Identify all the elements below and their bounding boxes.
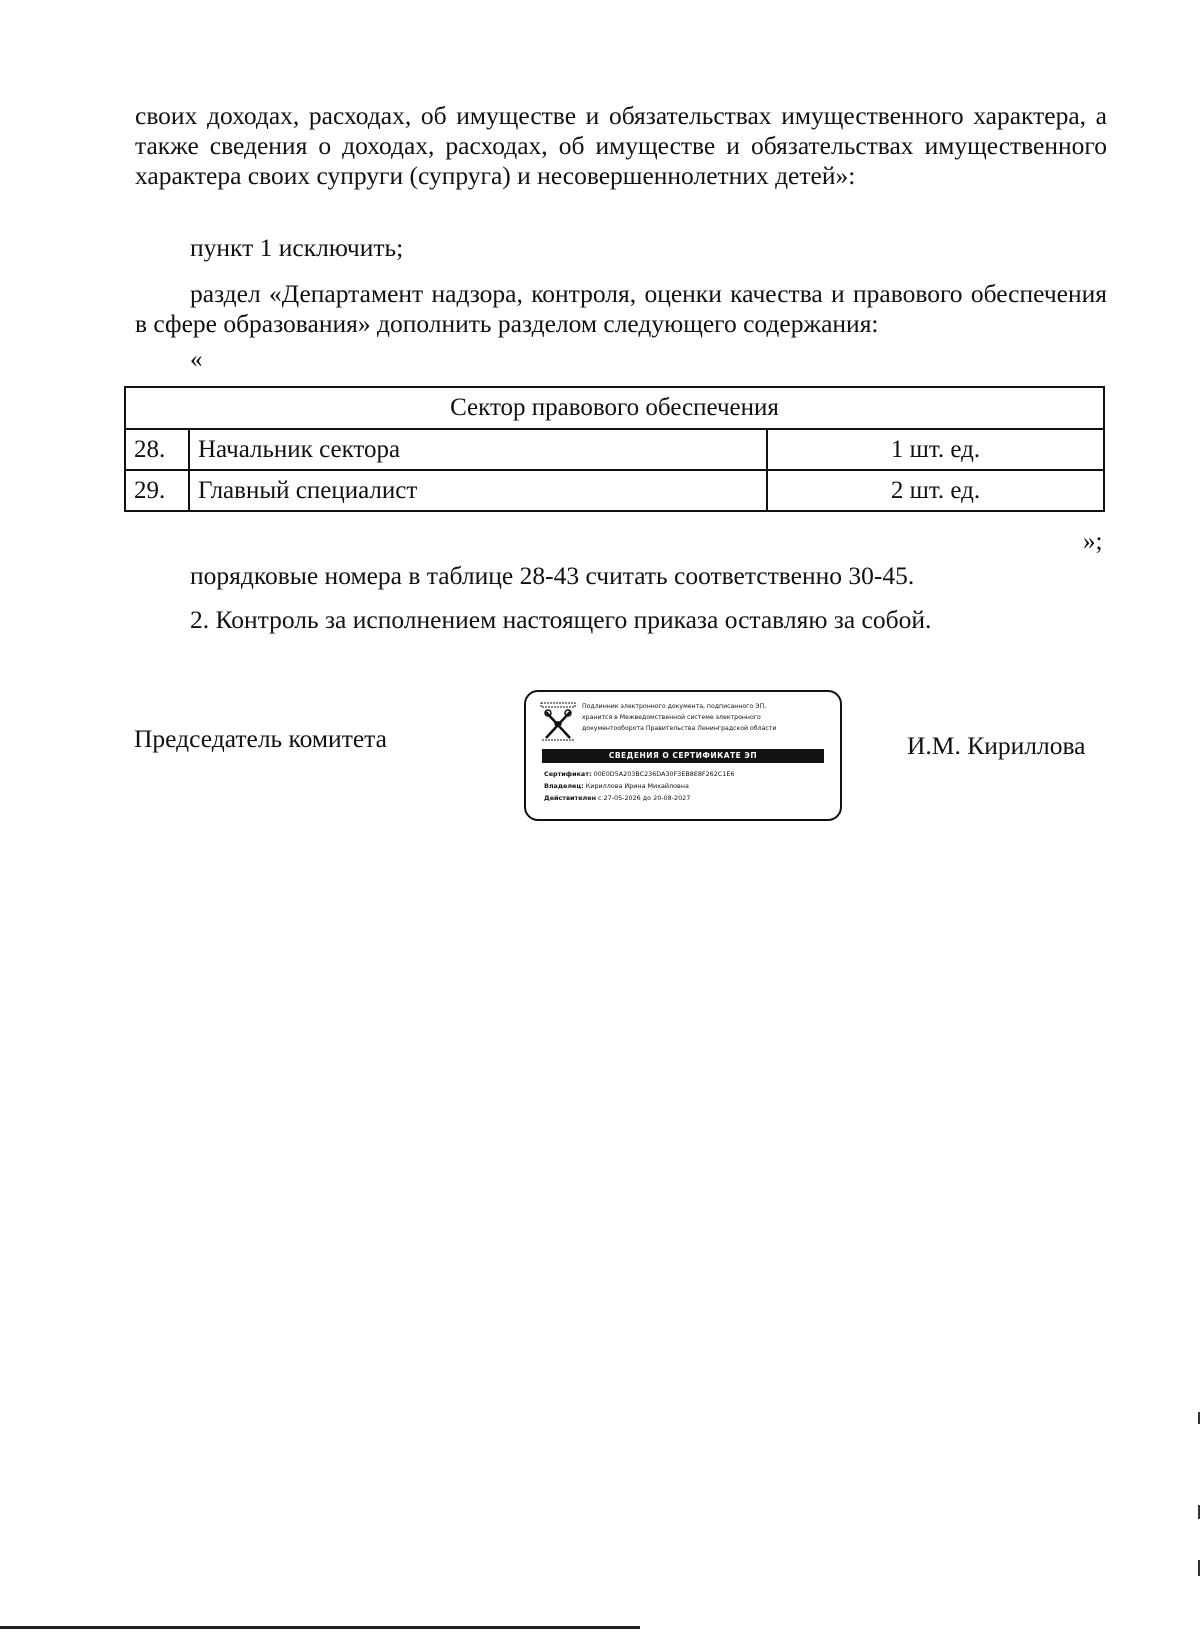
close-quote: »; bbox=[1083, 528, 1103, 555]
control-paragraph: 2. Контроль за исполнением настоящего приказа оставляю за собой. bbox=[190, 605, 932, 634]
stamp-valid-line bbox=[544, 792, 834, 804]
stamp-certificate-info bbox=[544, 768, 834, 804]
stamp-desc-line: документооборота Правительства Ленинградской области bbox=[582, 725, 777, 732]
valid-value: с 27-05-2026 до 20-08-2027 bbox=[598, 794, 691, 802]
stamp-owner-line bbox=[544, 780, 834, 792]
exclude-item-paragraph: пункт 1 исключить; bbox=[190, 233, 404, 262]
electronic-signature-stamp bbox=[524, 690, 842, 821]
scan-bottom-edge bbox=[0, 1626, 640, 1629]
cert-label: Сертификат: bbox=[544, 770, 592, 778]
signatory-name: И.М. Кириллова bbox=[907, 731, 1086, 760]
table-row bbox=[125, 429, 1104, 470]
renumber-paragraph: порядковые номера в таблице 28-43 считать соответственно 30-45. bbox=[190, 561, 915, 590]
quantity-cell: 1 шт. ед. bbox=[767, 429, 1104, 470]
stamp-description bbox=[582, 701, 836, 734]
signatory-title: Председатель комитета bbox=[134, 724, 387, 753]
table-row bbox=[125, 470, 1104, 511]
section-title-cell: Сектор правового обеспечения bbox=[125, 387, 1104, 429]
staff-table bbox=[124, 386, 1105, 512]
row-number-cell: 29. bbox=[125, 470, 189, 511]
stamp-header: СВЕДЕНИЯ О СЕРТИФИКАТЕ ЭП bbox=[542, 749, 824, 763]
quantity-cell: 2 шт. ед. bbox=[767, 470, 1104, 511]
row-number-cell: 28. bbox=[125, 429, 189, 470]
position-cell: Главный специалист bbox=[189, 470, 767, 511]
table-header-row bbox=[125, 387, 1104, 429]
section-addition-paragraph: раздел «Департамент надзора, контроля, оценки качества и правового обеспечения в сфере образования» дополнить разделом следующего содержания: bbox=[135, 279, 1107, 338]
stamp-desc-line: Подлинник электронного документа, подписанного ЭП, bbox=[582, 703, 767, 710]
owner-label: Владелец: bbox=[544, 782, 584, 790]
intro-paragraph: своих доходах, расходах, об имуществе и обязательствах имущественного характера, а также сведения о доходах, расходах, об имуществе и обязательствах имущественного характера своих супруги (супруга) и несовершеннолетних детей»: bbox=[135, 101, 1107, 190]
valid-label: Действителен bbox=[544, 794, 596, 802]
stamp-cert-line bbox=[544, 768, 834, 780]
stamp-desc-line: хранится в Межведомственной системе электронного bbox=[582, 714, 761, 721]
coat-of-arms-icon bbox=[540, 702, 576, 742]
position-cell: Начальник сектора bbox=[189, 429, 767, 470]
owner-value: Кириллова Ирина Михайловна bbox=[585, 782, 689, 790]
cert-value: 00E0D5A203BC236DA30F3EB8E8F262C1E6 bbox=[593, 770, 735, 778]
open-quote: « bbox=[190, 346, 203, 373]
